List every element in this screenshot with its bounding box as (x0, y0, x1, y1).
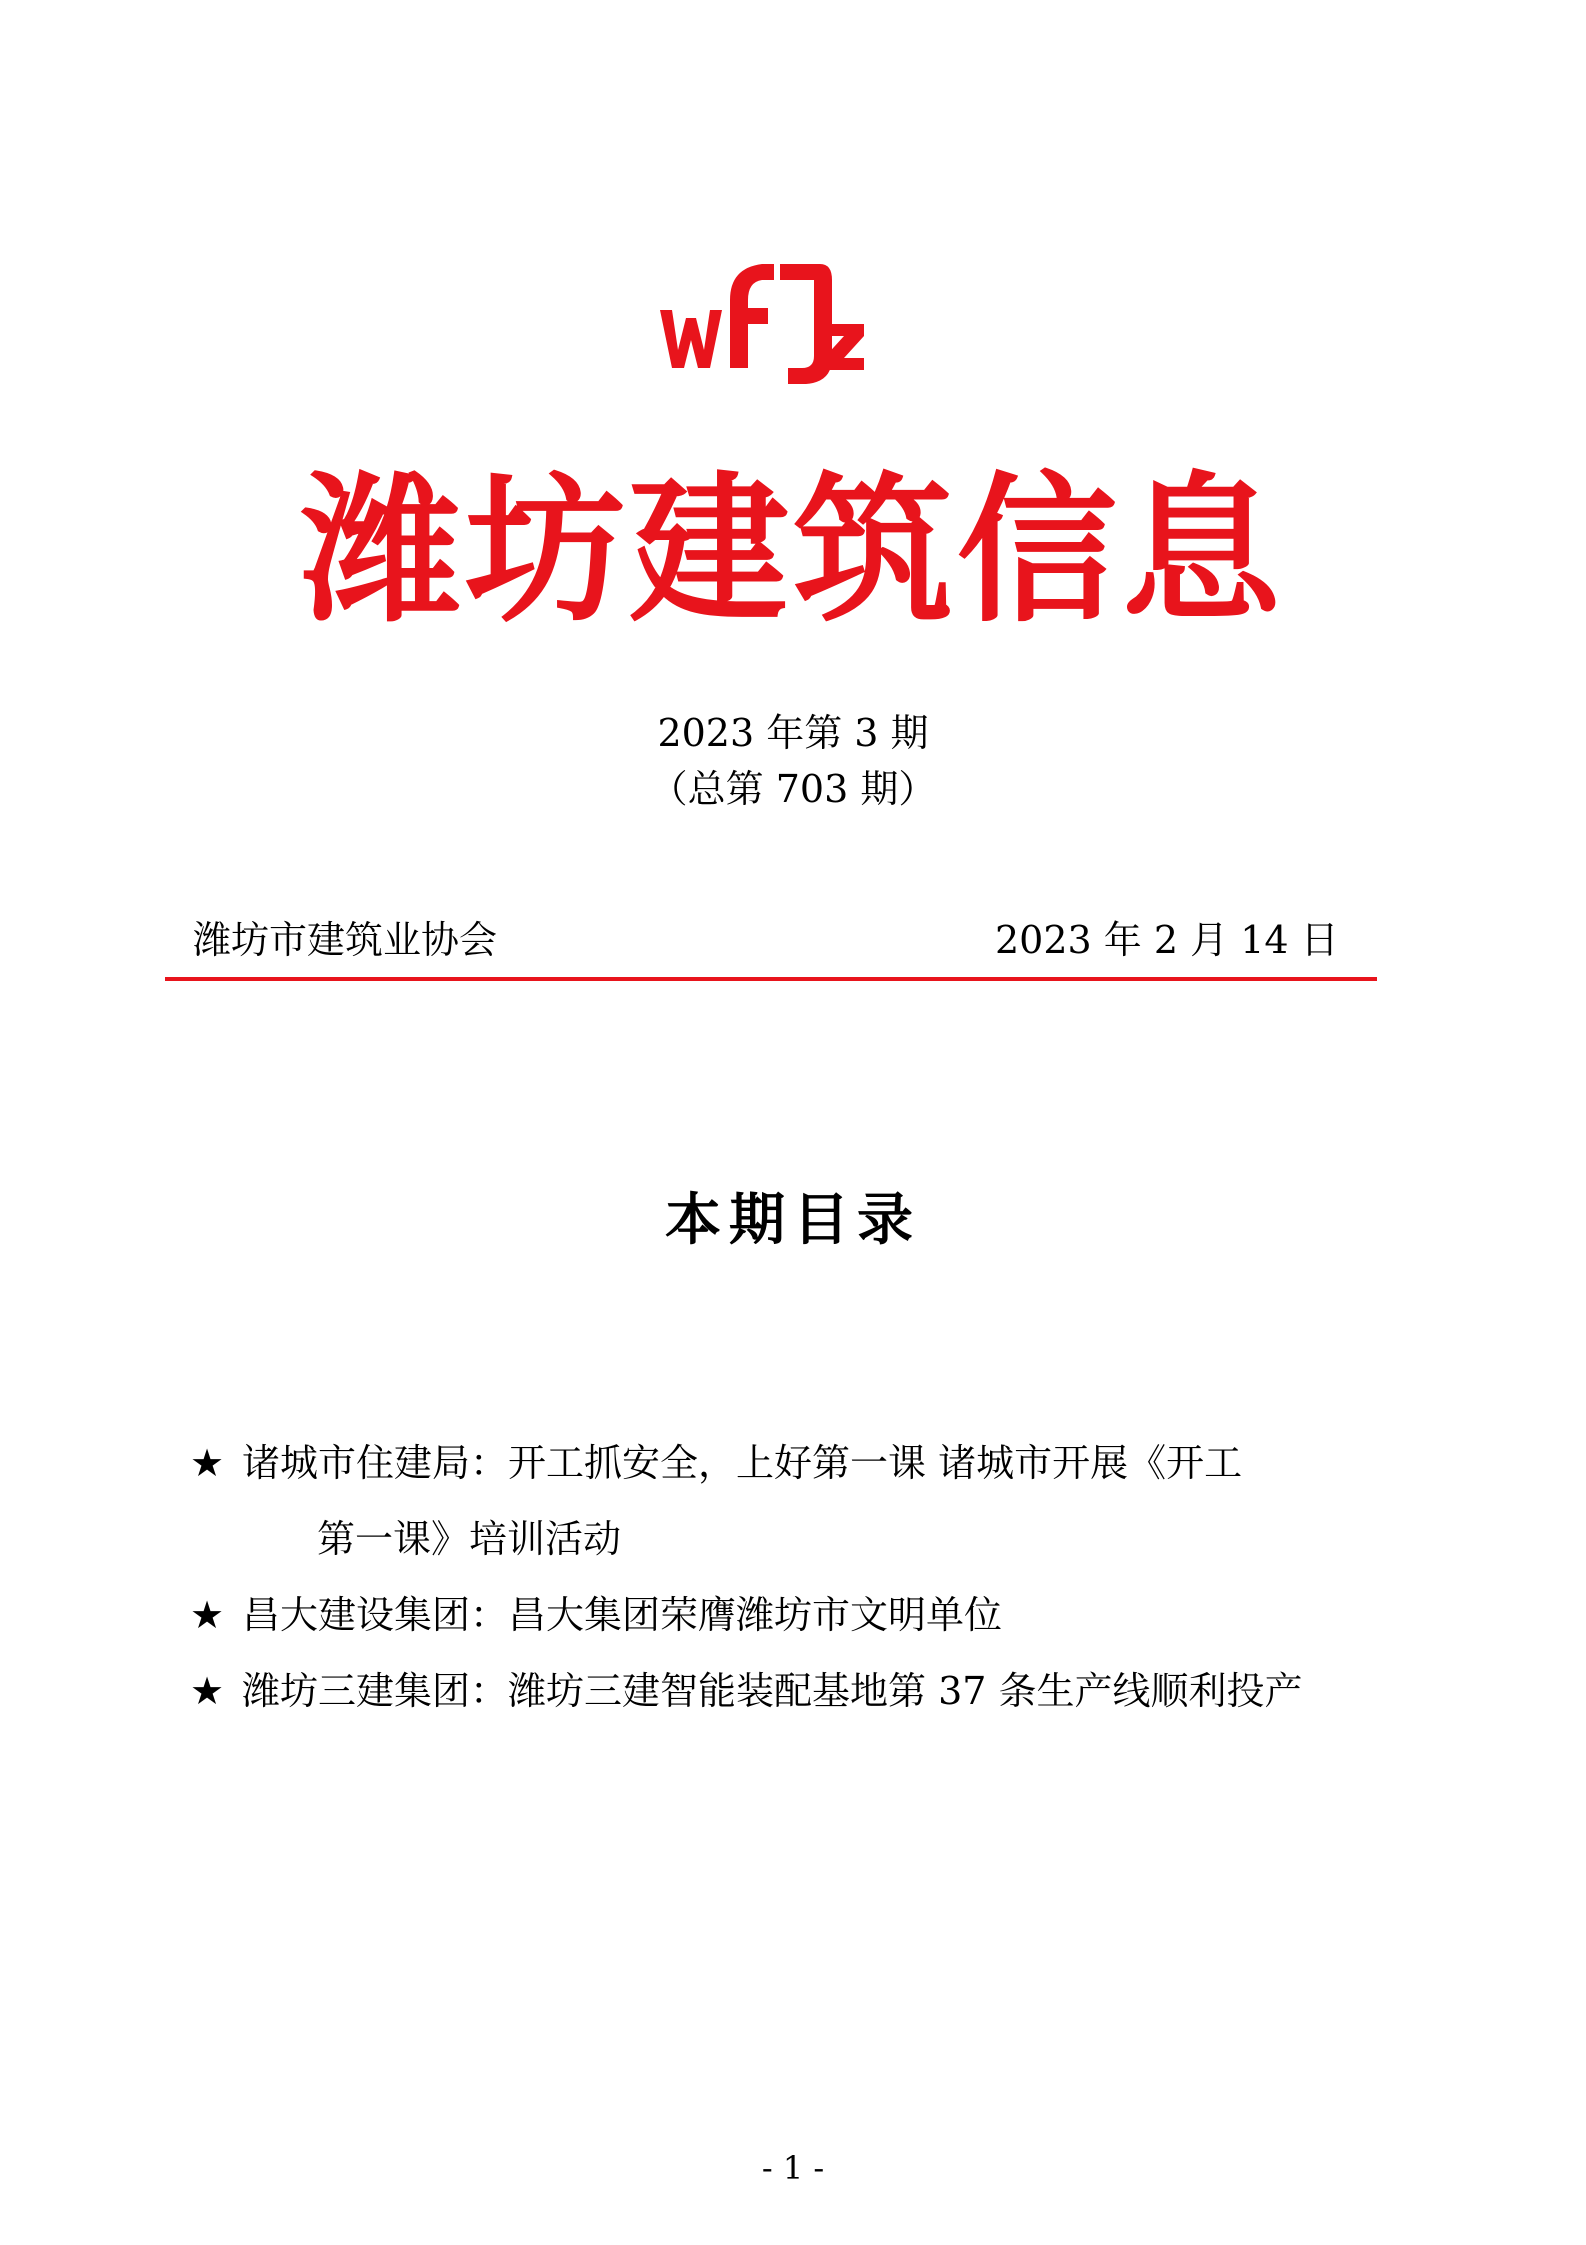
publish-date: 2023 年 2 月 14 日 (995, 918, 1339, 962)
star-icon: ★ (190, 1441, 225, 1485)
toc-list (190, 1425, 1420, 1729)
page-number: - 1 - (761, 2149, 825, 2187)
toc-item (190, 1577, 1420, 1653)
masthead-title: 潍坊建筑信息 (300, 456, 1285, 644)
star-icon: ★ (190, 1669, 225, 1713)
header-divider (165, 977, 1377, 981)
toc-item-text: 潍坊三建集团：潍坊三建智能装配基地第 37 条生产线顺利投产 (242, 1669, 1303, 1713)
issue-number: 2023 年第 3 期 (657, 711, 929, 755)
toc-item-text-continued: 第一课》培训活动 (317, 1517, 622, 1561)
toc-title: 本期目录 (665, 1187, 921, 1253)
toc-item-text: 昌大建设集团：昌大集团荣膺潍坊市文明单位 (242, 1593, 1003, 1637)
toc-item (190, 1425, 1420, 1577)
wfjz-logo (650, 240, 870, 390)
star-icon: ★ (190, 1593, 225, 1637)
toc-item-text: 诸城市住建局：开工抓安全，上好第一课 诸城市开展《开工 (242, 1441, 1243, 1485)
total-issue-number: （总第 703 期） (649, 767, 937, 811)
publisher-name: 潍坊市建筑业协会 (193, 918, 498, 962)
toc-item (190, 1653, 1420, 1729)
